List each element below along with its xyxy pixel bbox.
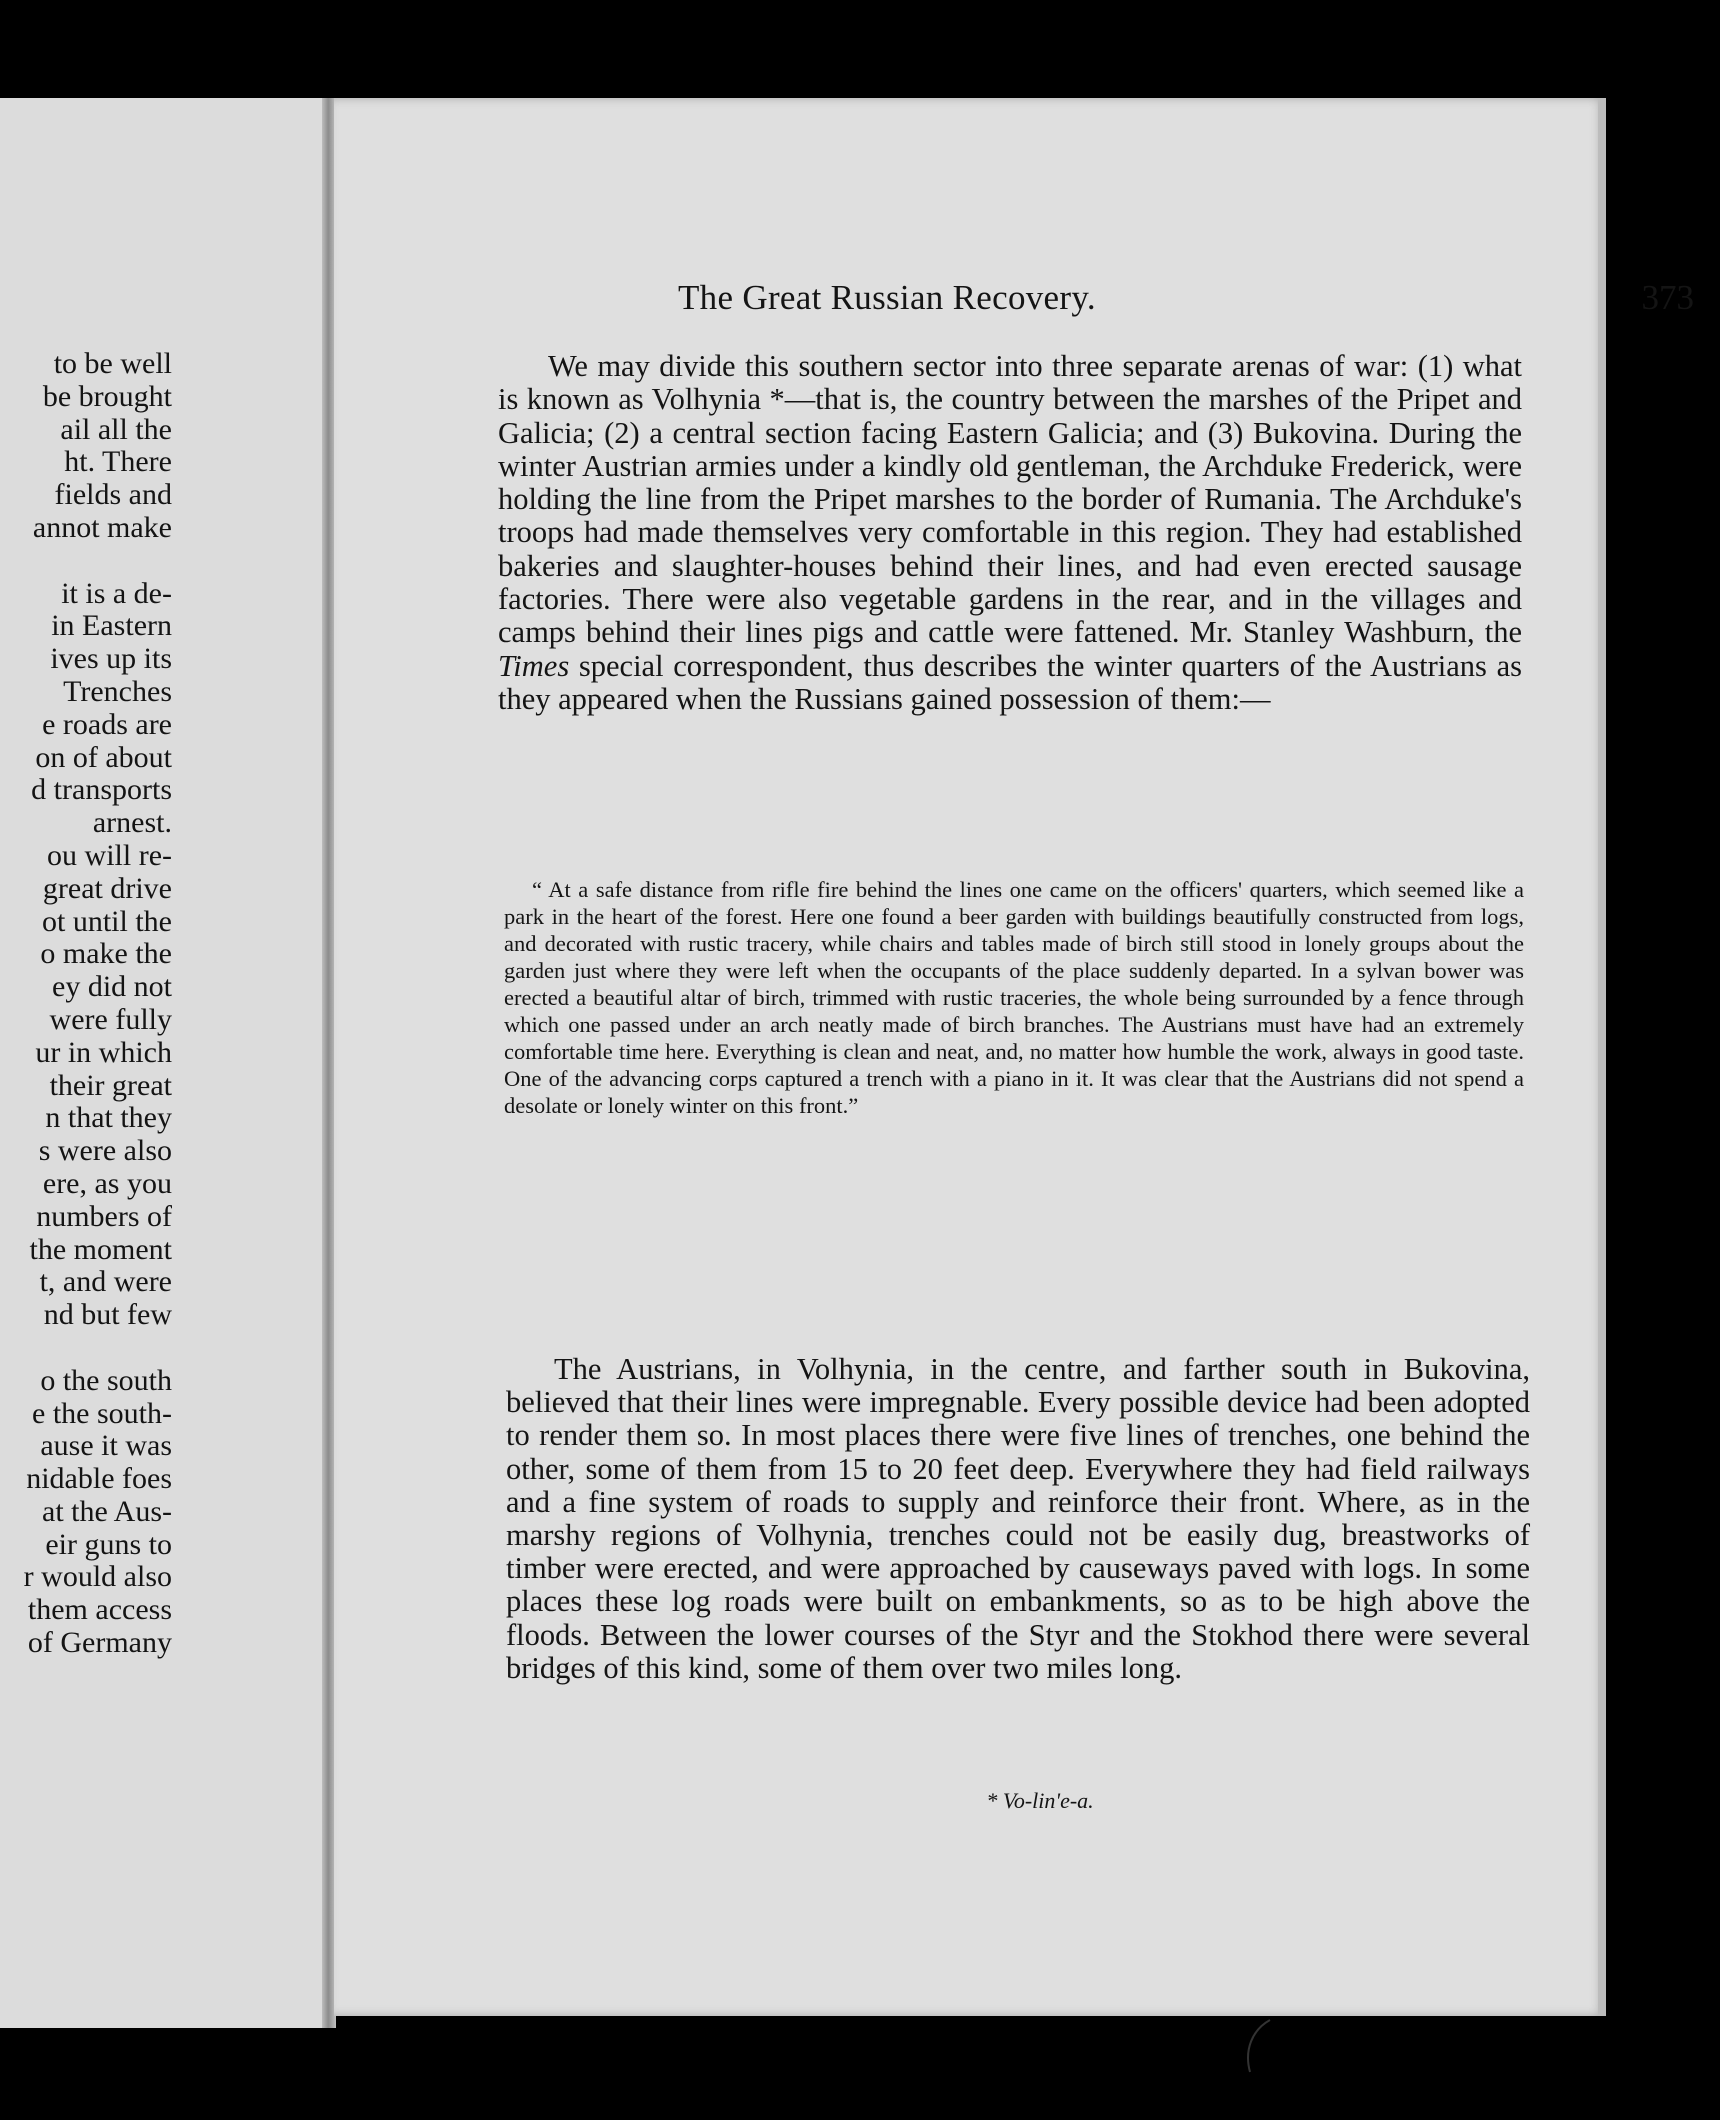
right-page <box>334 98 1694 2016</box>
left-page-line: d transports <box>31 773 172 807</box>
left-page <box>0 98 330 2028</box>
times-italic: Times <box>498 648 570 683</box>
left-page-line: r would also <box>23 1560 172 1594</box>
left-page-line: arnest. <box>92 806 172 840</box>
pencil-mark <box>1240 2016 1280 2076</box>
left-page-line: ou will re- <box>47 838 172 872</box>
running-title: The Great Russian Recovery. <box>678 278 1096 317</box>
left-page-line: ey did not <box>52 970 172 1004</box>
left-page-line: o make the <box>40 937 172 971</box>
page-number: 373 <box>1641 278 1694 317</box>
paragraph-1 <box>498 350 1522 716</box>
left-page-line: in Eastern <box>51 609 172 643</box>
left-page-line: to be well <box>53 347 172 380</box>
footnote: * Vo-lin'e-a. <box>986 1788 1094 1813</box>
left-page-line: Trenches <box>63 674 172 708</box>
left-page-line: t, and were <box>39 1265 172 1299</box>
left-page-line: ere, as you <box>42 1166 172 1200</box>
left-page-line: ht. There <box>64 445 172 479</box>
block-quotation: “ At a safe distance from rifle fire behind the lines one came on the officers' quarters, which seemed like a park in the heart of the forest. Here one found a beer garden with buildings beautifully constructed from logs, and decorated with rustic tracery, while chairs and tables made of birch still stood in lonely groups about the garden just where they were left when the occupants of the place suddenly departed. In a sylvan bower was erected a beautiful altar of birch, trimmed with rustic traceries, the whole being surrounded by a fence through which one passed under an arch neatly made of birch branches. The Austrians must have had an extremely comfortable time here. Everything is clean and neat, and, no matter how humble the work, always in good taste. One of the advancing corps captured a trench with a piano in it. It was clear that the Austrians did not spend a desolate or lonely winter on this front.” <box>504 877 1524 1118</box>
left-page-line: annot make <box>32 510 172 544</box>
left-page-line: fields and <box>54 478 172 512</box>
left-page-line: great drive <box>42 871 172 905</box>
left-page-line: o the south <box>40 1363 172 1397</box>
left-page-line: e roads are <box>42 707 172 741</box>
left-page-line: be brought <box>42 379 172 413</box>
left-page-line: ail all the <box>60 412 172 446</box>
left-page-line: at the Aus- <box>42 1494 172 1528</box>
left-page-line: eir guns to <box>45 1527 172 1561</box>
left-page-line: them access <box>27 1593 172 1627</box>
left-page-line: n that they <box>45 1101 172 1135</box>
left-page-line: nidable foes <box>26 1462 172 1496</box>
left-page-line <box>24 1332 172 1365</box>
paragraph-1-text-a: We may divide this southern sector into three separate arenas of war: (1) what is known as Volhynia *—that is, the country between the marshes of the Pripet and Galicia; (2) a central section facing Eastern Galicia; and (3) Bukovina. During the winter Austrian armies under a kindly old gentleman, the Archduke Frederick, were holding the line from the Pripet marshes to the border of Rumania. The Archduke's troops had made themselves very comfortable in this region. They had established bakeries and slaughter-houses behind their lines, and had even erected sausage factories. There were also vegetable gardens in the rear, and in the villages and camps behind their lines pigs and cattle were fattened. Mr. Stanley Washburn, the <box>498 349 1522 650</box>
left-page-line <box>24 545 172 578</box>
left-page-line: the moment <box>29 1232 172 1266</box>
left-page-line: ot until the <box>42 904 172 938</box>
paragraph-1-text-b: special correspondent, thus describes the winter quarters of the Austrians as they appeared when the Russians gained possession of them:— <box>498 648 1523 716</box>
left-page-line: nd but few <box>43 1298 172 1332</box>
left-page-line: ur in which <box>35 1035 172 1069</box>
left-page-line: of Germany <box>27 1626 172 1660</box>
paragraph-2: The Austrians, in Volhynia, in the centre, and farther south in Bukovina, believed that their lines were impregnable. Every possible device had been adopted to render them so. In most places there were five lines of trenches, one behind the other, some of them from 15 to 20 feet deep. Everywhere they had field railways and a fine system of roads to supply and reinforce their front. Where, as in the marshy regions of Volhynia, trenches could not be easily dug, breastworks of timber were erected, and were approached by causeways paved with logs. In some places these log roads were built on embankments, so as to be high above the floods. Between the lower courses of the Styr and the Stokhod there were several bridges of this kind, some of them over two miles long. <box>506 1352 1530 1685</box>
left-page-line: ives up its <box>50 642 172 676</box>
running-head <box>678 278 1694 320</box>
left-page-line: on of about <box>35 740 172 774</box>
left-page-line: s were also <box>38 1134 172 1168</box>
left-page-line: were fully <box>49 1002 172 1036</box>
left-page-line: their great <box>49 1068 172 1102</box>
left-page-line: numbers of <box>36 1199 172 1233</box>
left-page-line: it is a de- <box>61 576 172 610</box>
left-page-text <box>24 348 172 1660</box>
left-page-line: e the south- <box>32 1396 172 1430</box>
left-page-line: ause it was <box>40 1429 172 1463</box>
